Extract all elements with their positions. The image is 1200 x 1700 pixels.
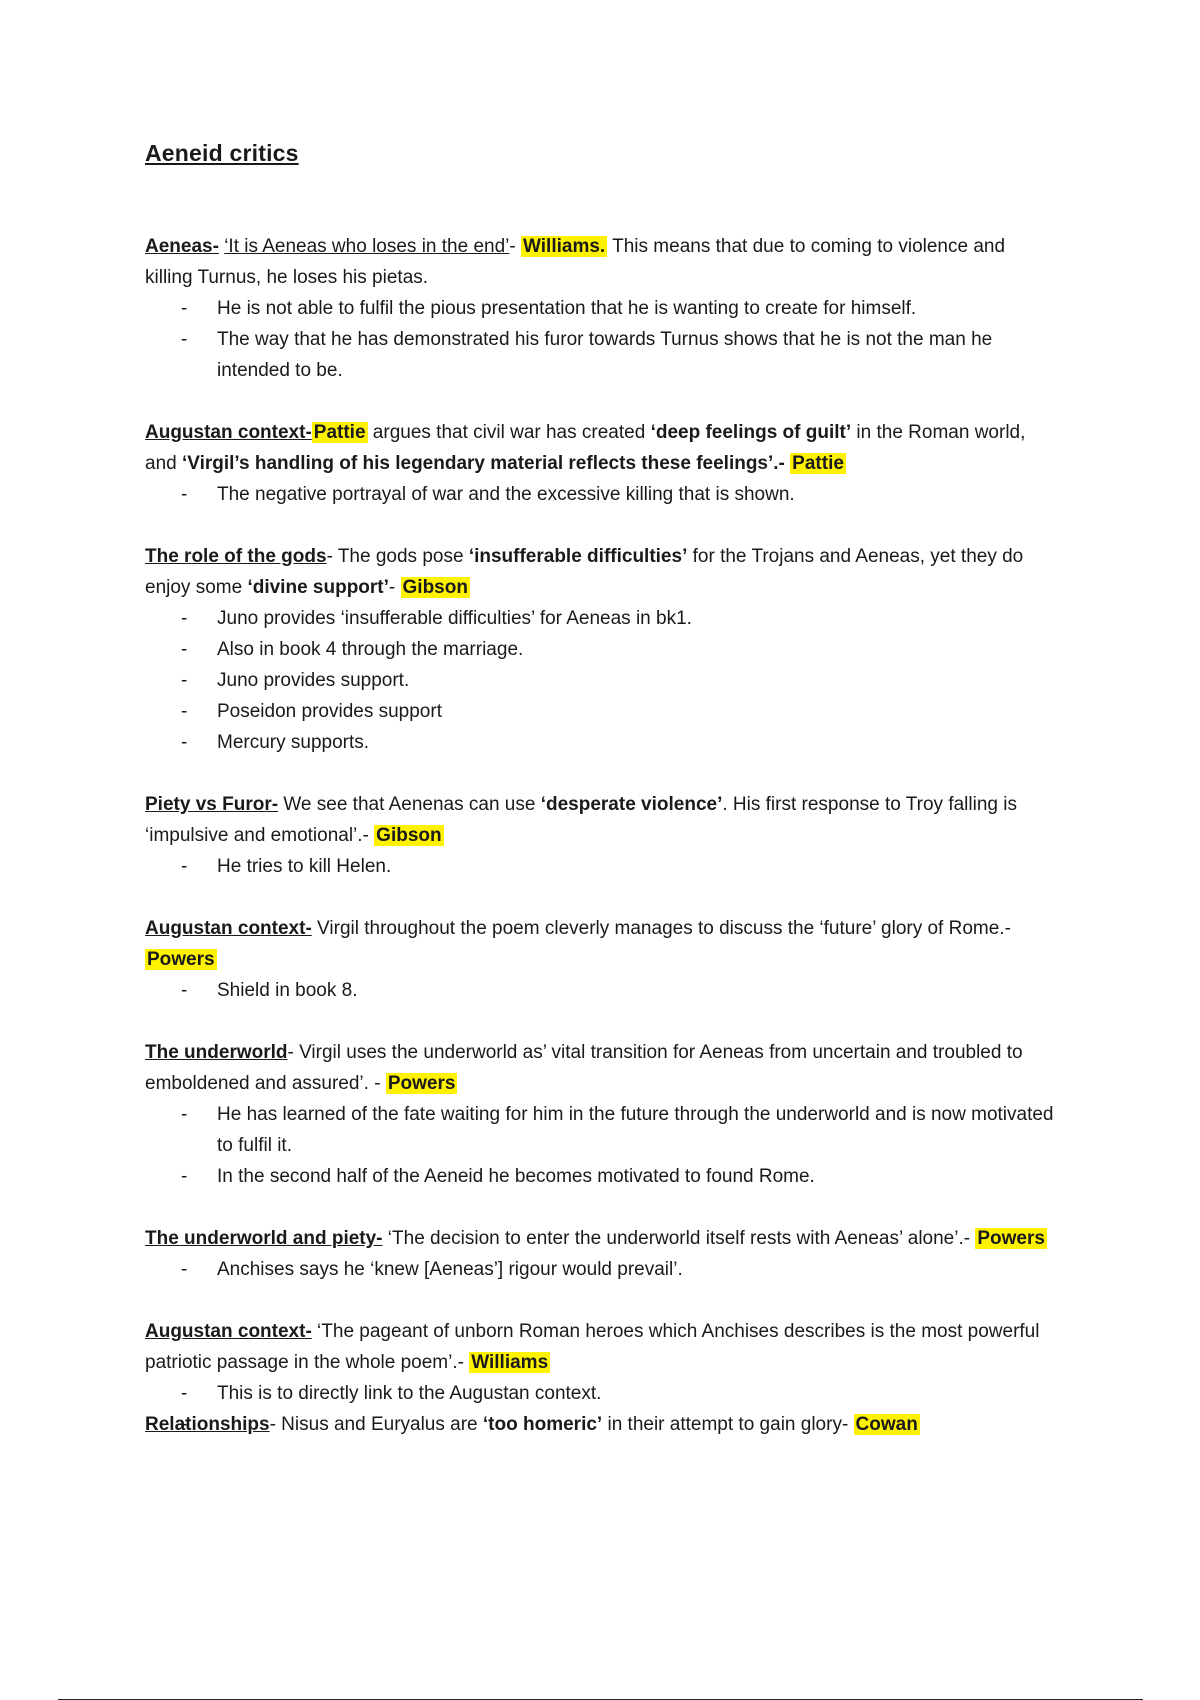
critic-highlight: Gibson	[402, 577, 468, 598]
section-paragraph	[145, 541, 1055, 603]
section-piety-vs-furor	[145, 789, 1055, 882]
bold-quote: ‘divine support’	[247, 577, 389, 598]
bullet-item: - Also in book 4 through the marriage.	[145, 634, 1055, 665]
bold-quote: ‘Virgil’s handling of his legendary material reflects these feelings’.-	[181, 453, 785, 474]
section-paragraph	[145, 789, 1055, 851]
text: - Virgil uses the underworld as’ vital transition for Aeneas from uncertain and troubled to emboldened and assured’. -	[145, 1042, 1023, 1094]
critic-highlight: Williams	[471, 1352, 549, 1373]
section-heading: The underworld	[145, 1042, 288, 1063]
text: ‘The decision to enter the underworld itself rests with Aeneas’ alone’.-	[382, 1228, 976, 1249]
bullet-item: - He is not able to fulfil the pious presentation that he is wanting to create for himself.	[145, 293, 1055, 324]
section-aeneas	[145, 231, 1055, 386]
section-augustan-context-1	[145, 417, 1055, 510]
bullet-list	[145, 479, 1055, 510]
section-heading: Augustan context-	[145, 422, 312, 443]
text: ‘The pageant of unborn Roman heroes which Anchises describes is the most powerful patriotic passage in the whole poem’.-	[145, 1321, 1040, 1373]
text: argues that civil war has created	[367, 422, 651, 443]
section-heading: Aeneas-	[145, 236, 219, 257]
bullet-item: - The way that he has demonstrated his furor towards Turnus shows that he is not the man he intended to be.	[145, 324, 1055, 386]
bullet-item: - Juno provides ‘insufferable difficulties’ for Aeneas in bk1.	[145, 603, 1055, 634]
section-paragraph	[145, 1409, 1055, 1440]
critic-highlight: Powers	[977, 1228, 1045, 1249]
section-augustan-context-2	[145, 913, 1055, 1006]
bullet-item: - This is to directly link to the Augustan context.	[145, 1378, 1055, 1409]
section-paragraph	[145, 1037, 1055, 1099]
bullet-item: - The negative portrayal of war and the excessive killing that is shown.	[145, 479, 1055, 510]
text: - Nisus and Euryalus are	[269, 1414, 483, 1435]
bold-quote: ‘too homeric’	[482, 1414, 603, 1435]
bullet-list	[145, 603, 1055, 758]
section-heading: The role of the gods	[145, 546, 327, 567]
text: - The gods pose	[326, 546, 469, 567]
critic-highlight: Cowan	[855, 1414, 918, 1435]
section-paragraph	[145, 1316, 1055, 1378]
text: . His first response to Troy falling is ‘impulsive and emotional’.-	[145, 794, 1017, 846]
bullet-list	[145, 293, 1055, 386]
critic-highlight: Gibson	[376, 825, 442, 846]
bullet-list	[145, 1099, 1055, 1192]
section-underworld-piety	[145, 1223, 1055, 1285]
bold-quote: ‘insufferable difficulties’	[468, 546, 688, 567]
text: -	[509, 236, 521, 257]
bullet-list	[145, 851, 1055, 882]
section-heading: Piety vs Furor-	[145, 794, 279, 815]
bullet-item: - Anchises says he ‘knew [Aeneas’] rigour would prevail’.	[145, 1254, 1055, 1285]
section-paragraph	[145, 231, 1055, 293]
section-heading: Relationships	[145, 1414, 270, 1435]
section-relationships	[145, 1409, 1055, 1440]
section-augustan-context-3	[145, 1316, 1055, 1409]
bullet-list	[145, 1378, 1055, 1409]
critic-highlight: Powers	[147, 949, 215, 970]
bullet-item: - He tries to kill Helen.	[145, 851, 1055, 882]
document-page	[145, 140, 1055, 1471]
text: in the Roman world, and	[145, 422, 1026, 474]
bullet-item: - Juno provides support.	[145, 665, 1055, 696]
text: for the Trojans and Aeneas, yet they do enjoy some	[145, 546, 1024, 598]
section-heading: Augustan context-	[145, 1321, 312, 1342]
section-paragraph	[145, 417, 1055, 479]
text: Virgil throughout the poem cleverly manages to discuss the ‘future’ glory of Rome.-	[311, 918, 1011, 939]
bullet-item: - He has learned of the fate waiting for him in the future through the underworld and is now motivated to fulfil it.	[145, 1099, 1055, 1161]
critic-highlight: Powers	[387, 1073, 456, 1094]
section-paragraph	[145, 1223, 1055, 1254]
section-paragraph	[145, 913, 1055, 975]
quote: ‘It is Aeneas who loses in the end’	[224, 236, 510, 257]
section-heading: Augustan context-	[145, 918, 312, 939]
bold-quote: ‘deep feelings of guilt’	[650, 422, 852, 443]
bullet-item: - Shield in book 8.	[145, 975, 1055, 1006]
bullet-list	[145, 1254, 1055, 1285]
page-title: Aeneid critics	[145, 140, 299, 166]
text: in their attempt to gain glory-	[602, 1414, 854, 1435]
section-underworld	[145, 1037, 1055, 1192]
text: -	[388, 577, 401, 598]
text: This means that due to coming to violence and killing Turnus, he loses his pietas.	[145, 236, 1006, 288]
section-heading: The underworld and piety-	[145, 1228, 383, 1249]
critic-highlight: Pattie	[792, 453, 844, 474]
bullet-list	[145, 975, 1055, 1006]
bullet-item: - Mercury supports.	[145, 727, 1055, 758]
bold-quote: ‘desperate violence’	[540, 794, 723, 815]
critic-highlight: Pattie	[313, 422, 366, 443]
critic-highlight: Williams.	[523, 236, 606, 257]
bullet-item: - In the second half of the Aeneid he becomes motivated to found Rome.	[145, 1161, 1055, 1192]
bullet-item: - Poseidon provides support	[145, 696, 1055, 727]
text: We see that Aenenas can use	[278, 794, 541, 815]
section-role-of-gods	[145, 541, 1055, 758]
